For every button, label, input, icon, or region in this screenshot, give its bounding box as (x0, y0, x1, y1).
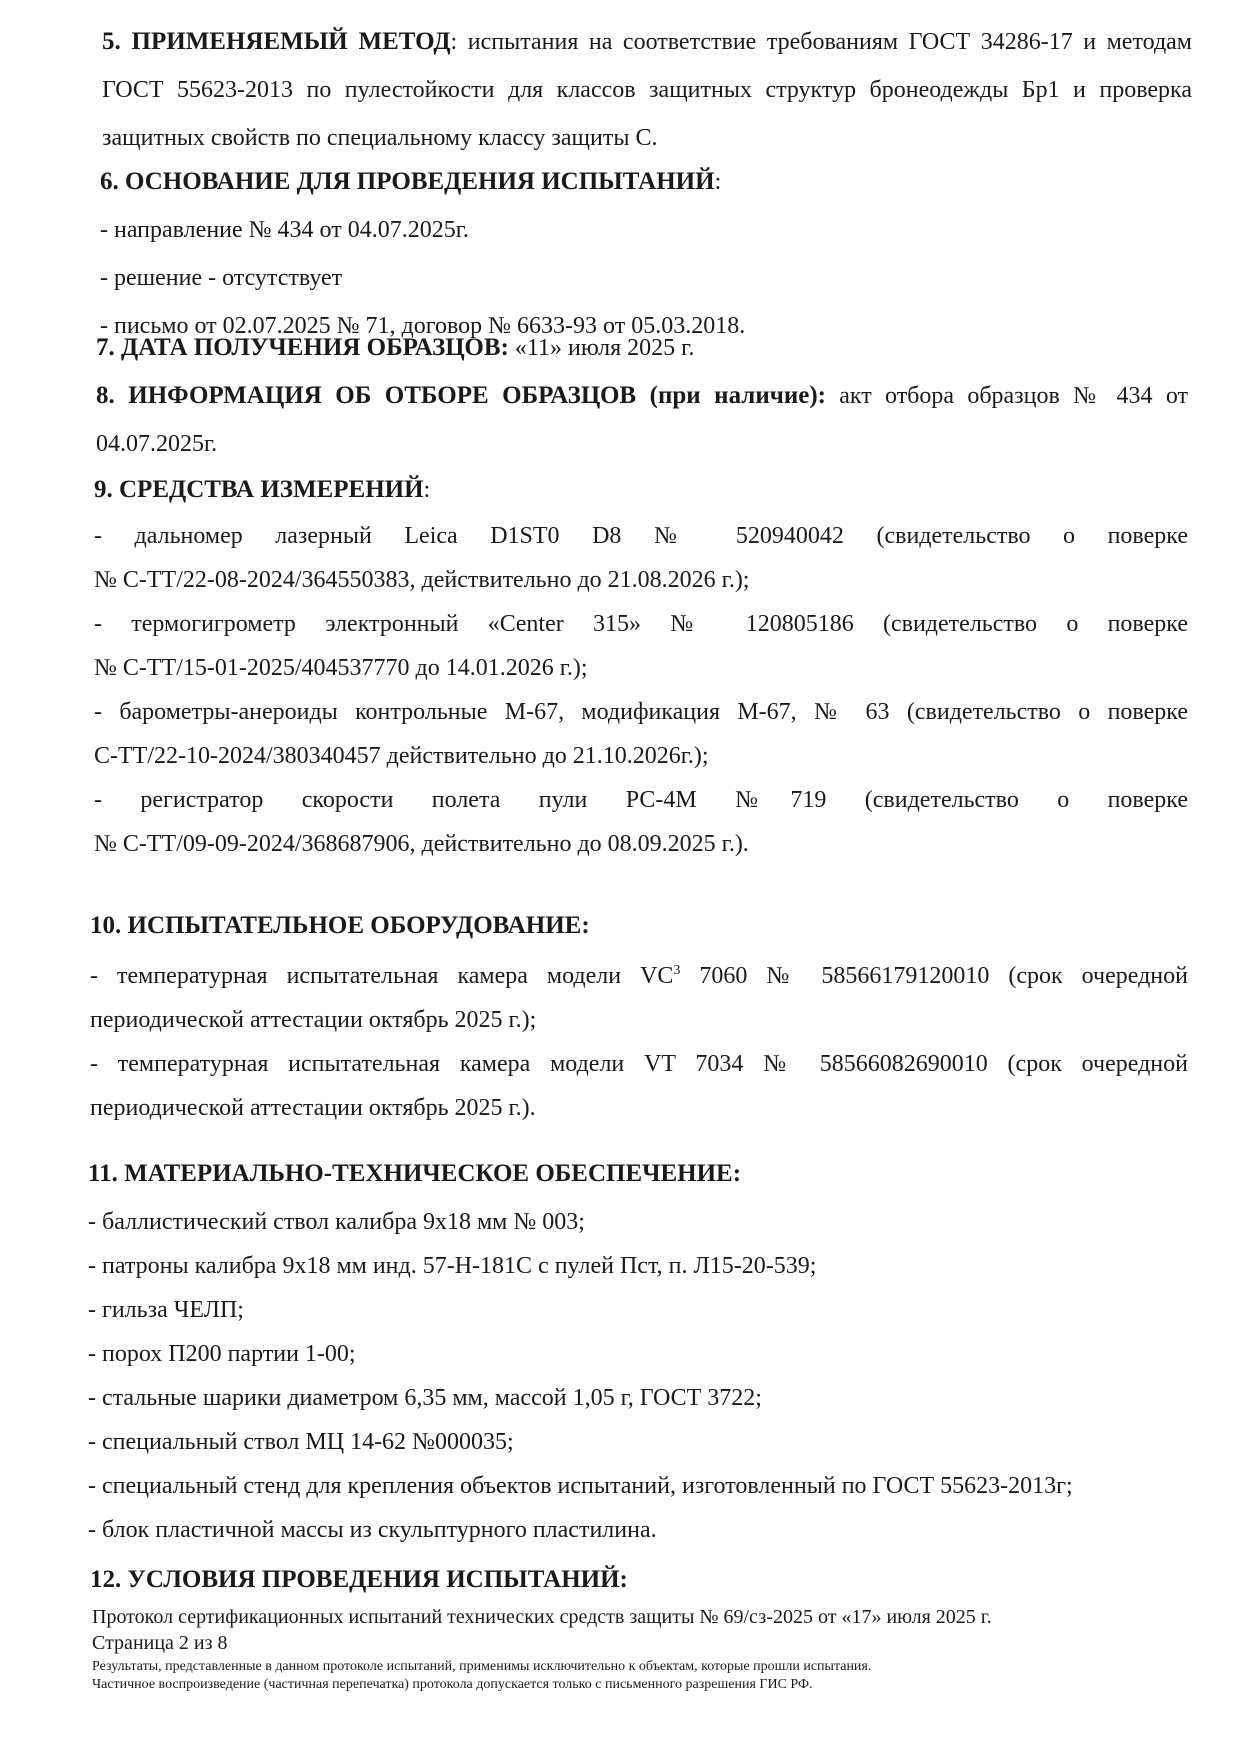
section-9-item-3-line-1: - барометры-анероиды контрольные М-67, модификация М-67, № 63 (свидетельство о поверке (94, 699, 1188, 725)
section-10-item-2-line-2: периодической аттестации октябрь 2025 г.). (90, 1095, 536, 1121)
section-7 (96, 324, 1186, 372)
section-9-heading: 9. СРЕДСТВА ИЗМЕРЕНИЙ (94, 476, 424, 503)
footer-note-2: Частичное воспроизведение (частичная перепечатка) протокола допускается только с письменного разрешения ГИС РФ. (92, 1677, 813, 1692)
section-9-item-1-line-2: № С-ТТ/22-08-2024/364550383, действительно до 21.08.2026 г.); (94, 567, 750, 593)
section-11-item: - стальные шарики диаметром 6,35 мм, массой 1,05 г, ГОСТ 3722; (88, 1385, 762, 1411)
section-10-item-2-line-1: - температурная испытательная камера модели VT 7034 № 58566082690010 (срок очередной (90, 1051, 1188, 1077)
section-7-heading: 7. ДАТА ПОЛУЧЕНИЯ ОБРАЗЦОВ: (96, 334, 509, 361)
footer-page-number: Страница 2 из 8 (92, 1632, 228, 1654)
section-11-item: - баллистический ствол калибра 9х18 мм № 003; (88, 1209, 585, 1235)
section-6-item: - письмо от 02.07.2025 № 71, договор № 6633-93 от 05.03.2018. (100, 313, 746, 339)
section-9 (94, 468, 1188, 866)
footer-note-1: Результаты, представленные в данном протоколе испытаний, применимы исключительно к объектам, которые прошли испытания. (92, 1659, 872, 1674)
section-10-item-1-line-1: - температурная испытательная камера модели $VC^3$ 7060 № 58566179120010 (срок очередной (90, 963, 1188, 989)
section-6 (100, 158, 1190, 350)
section-5-line-3: защитных свойств по специальному классу защиты С. (102, 125, 658, 151)
section-11-item: - специальный ствол МЦ 14-62 №000035; (88, 1429, 514, 1455)
section-5-line-2: ГОСТ 55623-2013 по пулестойкости для классов защитных структур бронеодежды Бр1 и проверка (102, 77, 1192, 103)
section-10 (90, 904, 1188, 1130)
section-11-item: - специальный стенд для крепления объектов испытаний, изготовленный по ГОСТ 55623-2013г; (88, 1473, 1073, 1499)
section-9-item-3-line-2: С-ТТ/22-10-2024/380340457 действительно до 21.10.2026г.); (94, 743, 709, 769)
section-6-title: 6. ОСНОВАНИЕ ДЛЯ ПРОВЕДЕНИЯ ИСПЫТАНИЙ: (100, 168, 722, 195)
section-12-title (90, 1556, 1190, 1604)
section-8 (96, 372, 1188, 468)
section-12-heading: 12. УСЛОВИЯ ПРОВЕДЕНИЯ ИСПЫТАНИЙ: (90, 1566, 628, 1593)
section-5-heading: 5. ПРИМЕНЯЕМЫЙ МЕТОД (102, 28, 451, 55)
section-9-item-4-line-1: - регистратор скорости полета пули РС-4М №719 (свидетельство о поверке (94, 787, 1188, 813)
section-11-item: - порох П200 партии 1-00; (88, 1341, 356, 1367)
section-10-heading: 10. ИСПЫТАТЕЛЬНОЕ ОБОРУДОВАНИЕ: (90, 912, 590, 939)
section-8-line-1: 8. ИНФОРМАЦИЯ ОБ ОТБОРЕ ОБРАЗЦОВ (при наличие): акт отбора образцов № 434 от (96, 382, 1188, 409)
section-11-item: - гильза ЧЕЛП; (88, 1297, 244, 1323)
footer-protocol: Протокол сертификационных испытаний технических средств защиты № 69/сз-2025 от «17» июля 2025 г. (92, 1606, 992, 1628)
section-5 (102, 18, 1192, 162)
section-9-title: 9. СРЕДСТВА ИЗМЕРЕНИЙ: (94, 476, 431, 503)
section-10-title (90, 904, 1188, 948)
page-footer (92, 1604, 1192, 1694)
section-11 (88, 1152, 1188, 1552)
section-8-line-2: 04.07.2025г. (96, 431, 218, 457)
section-6-item: - направление № 434 от 04.07.2025г. (100, 217, 469, 243)
section-6-heading: 6. ОСНОВАНИЕ ДЛЯ ПРОВЕДЕНИЯ ИСПЫТАНИЙ (100, 168, 715, 195)
section-9-item-2-line-2: № С-ТТ/15-01-2025/404537770 до 14.01.2026 г.); (94, 655, 588, 681)
section-6-item: - решение - отсутствует (100, 265, 343, 291)
section-11-item: - блок пластичной массы из скульптурного пластилина. (88, 1517, 657, 1543)
section-11-heading: 11. МАТЕРИАЛЬНО-ТЕХНИЧЕСКОЕ ОБЕСПЕЧЕНИЕ: (88, 1160, 742, 1187)
section-9-item-2-line-1: - термогигрометр электронный «Center 315» № 120805186 (свидетельство о поверке (94, 611, 1188, 637)
section-9-item-1-line-1: - дальномер лазерный Leica D1ST0 D8 № 520940042 (свидетельство о поверке (94, 523, 1188, 549)
section-8-heading: 8. ИНФОРМАЦИЯ ОБ ОТБОРЕ ОБРАЗЦОВ (при наличие): (96, 382, 826, 409)
section-12 (90, 1556, 1190, 1604)
section-7-line: 7. ДАТА ПОЛУЧЕНИЯ ОБРАЗЦОВ: «11» июля 2025 г. (96, 334, 695, 361)
section-10-item-1-line-2: периодической аттестации октябрь 2025 г.); (90, 1007, 537, 1033)
section-11-title (88, 1152, 1188, 1196)
section-5-line-1: 5. ПРИМЕНЯЕМЫЙ МЕТОД: испытания на соответствие требованиям ГОСТ 34286-17 и методам (102, 28, 1192, 55)
section-9-item-4-line-2: № С-ТТ/09-09-2024/368687906, действительно до 08.09.2025 г.). (94, 831, 749, 857)
section-11-item: - патроны калибра 9х18 мм инд. 57-Н-181С с пулей Пст, п. Л15-20-539; (88, 1253, 817, 1279)
